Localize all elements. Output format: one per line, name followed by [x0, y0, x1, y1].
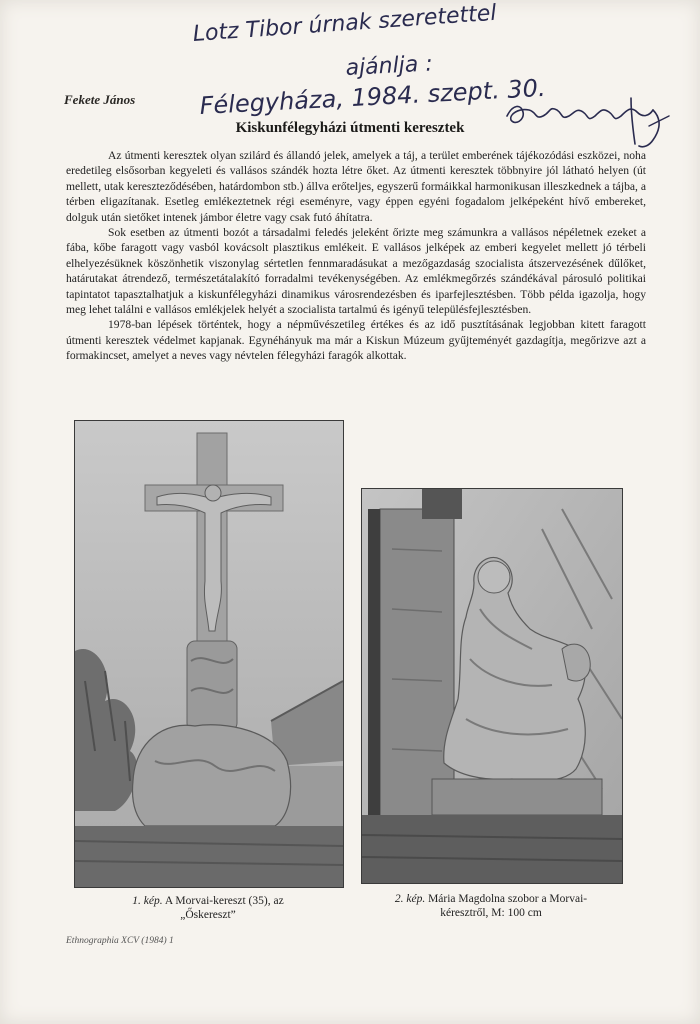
article-title: Kiskunfélegyházi útmenti keresztek [235, 120, 465, 136]
journal-footer: Ethnographia XCV (1984) 1 [66, 936, 174, 946]
paragraph: Sok esetben az útmenti bozót a társadalmi feledés jeleként őrizte meg számunkra a vallásos népéletnek ezeket a fába, kőbe faragott vagy vasból kovácsolt plasztikus emlékeit. E vallásos jelképek az emberi kegyelet mellett jó térbeli elhelyezésüknek köszönhetik viszonylag sértetlen fennmaradásukat a mezőgazdaság szocialista átszervezésének dűlőket, határutakat átrendező, természetátalakító forradalmi tevékenységében. Az emlékmegőrzés szándékával párosuló politikai tapintatot tapasztalhatjuk a kiskunfélegyházi dinamikus városrendezésben és iparfejlesztésben. Több példa igazolja, hogy meg lehet találni e vallásos emlékjelek helyét a szocialista tartalmú és igényű településfejlesztésben. [66, 226, 646, 317]
article-body [66, 148, 646, 364]
figure-label: 1. kép. [132, 895, 163, 907]
handwritten-dedication-date: Félegyháza, 1984. szept. 30. [199, 73, 547, 120]
caption-text: kéresztről, M: 100 cm [440, 907, 542, 919]
figure-1-caption [74, 894, 342, 922]
paragraph: 1978-ban lépések történtek, hogy a népművészetileg értékes és az idő pusztításának legjobban kitett faragott útmenti keresztek védelmet kapjanak. Egynéhányuk ma már a Kiskun Múzeum gyűjteményét gazdagítja, megőrizve azt a formakincset, amelyet a neves vagy névtelen félegyházi faragók alkottak. [66, 318, 646, 363]
paragraph: Az útmenti keresztek olyan szilárd és állandó jelek, amelyek a táj, a terület emberének tájékozódási eszközei, noha eredetileg elsősorban kegyeleti és vallásos szándék hozta létre őket. Az útmenti keresztek többnyire jól látható helyen (út mellett, utak kereszteződésében, határdombon stb.) állva erőteljes, egyszerű formáikkal harmonikusan illeszkednek a tájba, a térben eligazítanak. Esetleg emlékeztetnek régi eseményre, vagy éppen egyéni fogadalom jelképeként hívő embereket, dolguk után sietőket intenek jámbor életre vagy csak futó áhítatra. [66, 149, 646, 224]
photo-mary-magdalene-statue [361, 488, 623, 884]
handwritten-dedication-line-2: ajánlja : [345, 51, 434, 81]
caption-text: „Őskereszt” [180, 909, 236, 921]
figure-2-caption [352, 892, 630, 920]
author-name: Fekete János [64, 92, 136, 107]
figure-label: 2. kép. [394, 893, 426, 905]
handwritten-dedication-line-1: Lotz Tibor úrnak szeretettel [192, 0, 498, 47]
caption-text: Mária Magdolna szobor a Morvai- [428, 893, 588, 905]
photo-morvai-cross [74, 420, 344, 888]
caption-text: A Morvai-kereszt (35), az [164, 895, 284, 907]
